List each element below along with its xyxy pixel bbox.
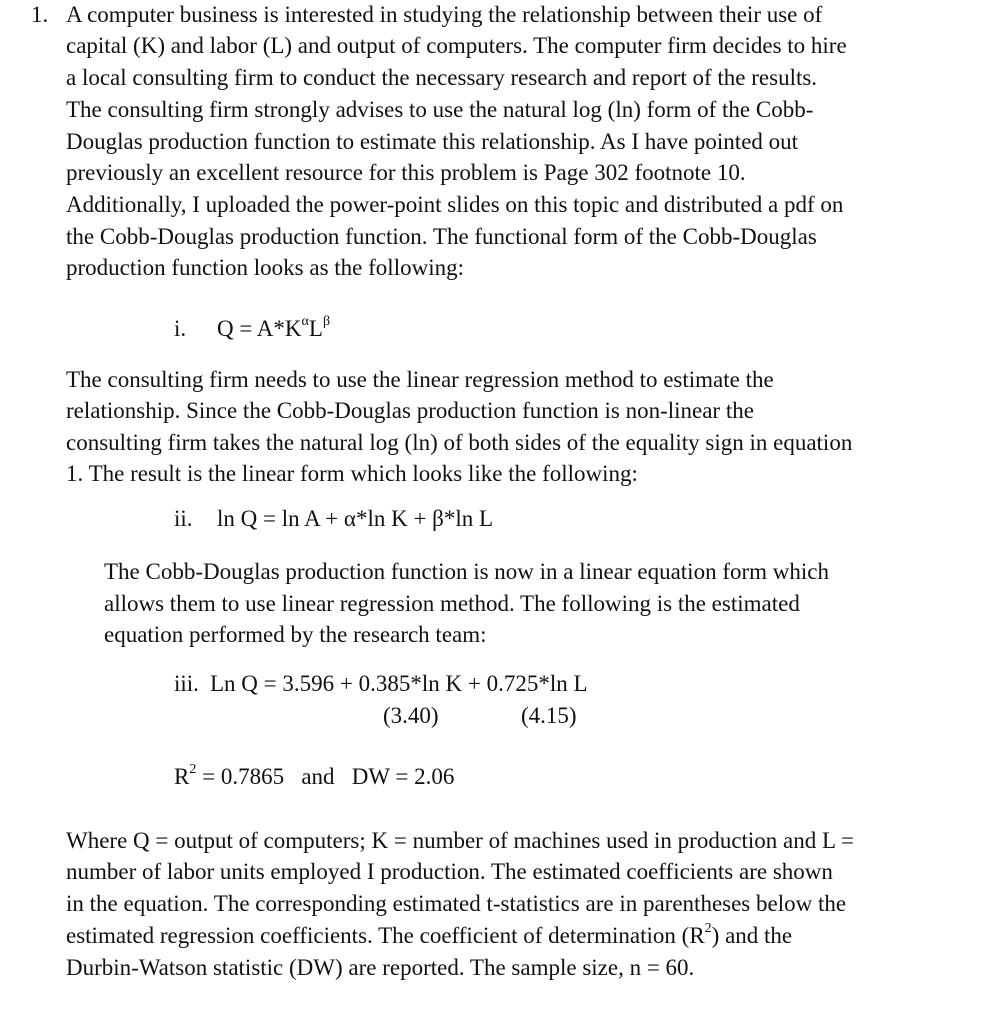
equation-label: i. bbox=[174, 316, 187, 341]
equation-text: Ln Q = 3.596 + 0.385*ln K + 0.725*ln L bbox=[210, 671, 588, 696]
equation-text: ln Q = ln A + α*ln K + β*ln L bbox=[217, 506, 494, 531]
text-line: The consulting firm needs to use the linear regression method to estimate the bbox=[66, 367, 774, 392]
text-line: relationship. Since the Cobb-Douglas production function is non-linear the bbox=[66, 398, 754, 423]
text-line: Additionally, I uploaded the power-point slides on this topic and distributed a pdf on bbox=[66, 192, 844, 217]
t-stat-l: (4.15) bbox=[521, 703, 577, 728]
equation-text: $Q = A*K^\alpha L^\beta$ bbox=[217, 314, 331, 341]
text-line: the Cobb-Douglas production function. The functional form of the Cobb-Douglas bbox=[66, 224, 817, 249]
text-line: The consulting firm strongly advises to use the natural log (ln) form of the Cobb- bbox=[66, 97, 814, 122]
text-line: allows them to use linear regression method. The following is the estimated bbox=[104, 591, 800, 616]
question-number: 1. bbox=[31, 2, 49, 27]
text-line: capital (K) and labor (L) and output of computers. The computer firm decides to hire bbox=[66, 33, 847, 58]
text-line: 1. The result is the linear form which looks like the following: bbox=[66, 461, 638, 486]
text-line: equation performed by the research team: bbox=[104, 622, 487, 647]
text-line: consulting firm takes the natural log (ln) of both sides of the equality sign in equation bbox=[66, 430, 853, 455]
text-line: Douglas production function to estimate this relationship. As I have pointed out bbox=[66, 129, 799, 154]
equation-label: ii. bbox=[174, 506, 193, 531]
equation-label: iii. bbox=[174, 671, 199, 696]
text-line: Where Q = output of computers; K = number of machines used in production and L = bbox=[66, 828, 854, 853]
text-line: The Cobb-Douglas production function is now in a linear equation form which bbox=[104, 559, 829, 584]
text-line: Durbin-Watson statistic (DW) are reported. The sample size, n = 60. bbox=[66, 955, 695, 980]
text-line: in the equation. The corresponding estimated t-statistics are in parentheses below the bbox=[66, 891, 847, 916]
regression-stats: $R^2 = 0.7865$ and DW = 2.06 bbox=[174, 762, 455, 789]
t-stat-k: (3.40) bbox=[383, 703, 439, 728]
text-line: previously an excellent resource for this problem is Page 302 footnote 10. bbox=[66, 160, 746, 185]
text-line: number of labor units employed I production. The estimated coefficients are shown bbox=[66, 859, 833, 884]
text-line: a local consulting firm to conduct the necessary research and report of the results. bbox=[66, 65, 818, 90]
text-line: A computer business is interested in studying the relationship between their use of bbox=[66, 2, 823, 27]
text-line: production function looks as the following: bbox=[66, 255, 464, 280]
text-line: estimated regression coefficients. The coefficient of determination $(R^2)$ and the bbox=[66, 921, 793, 948]
